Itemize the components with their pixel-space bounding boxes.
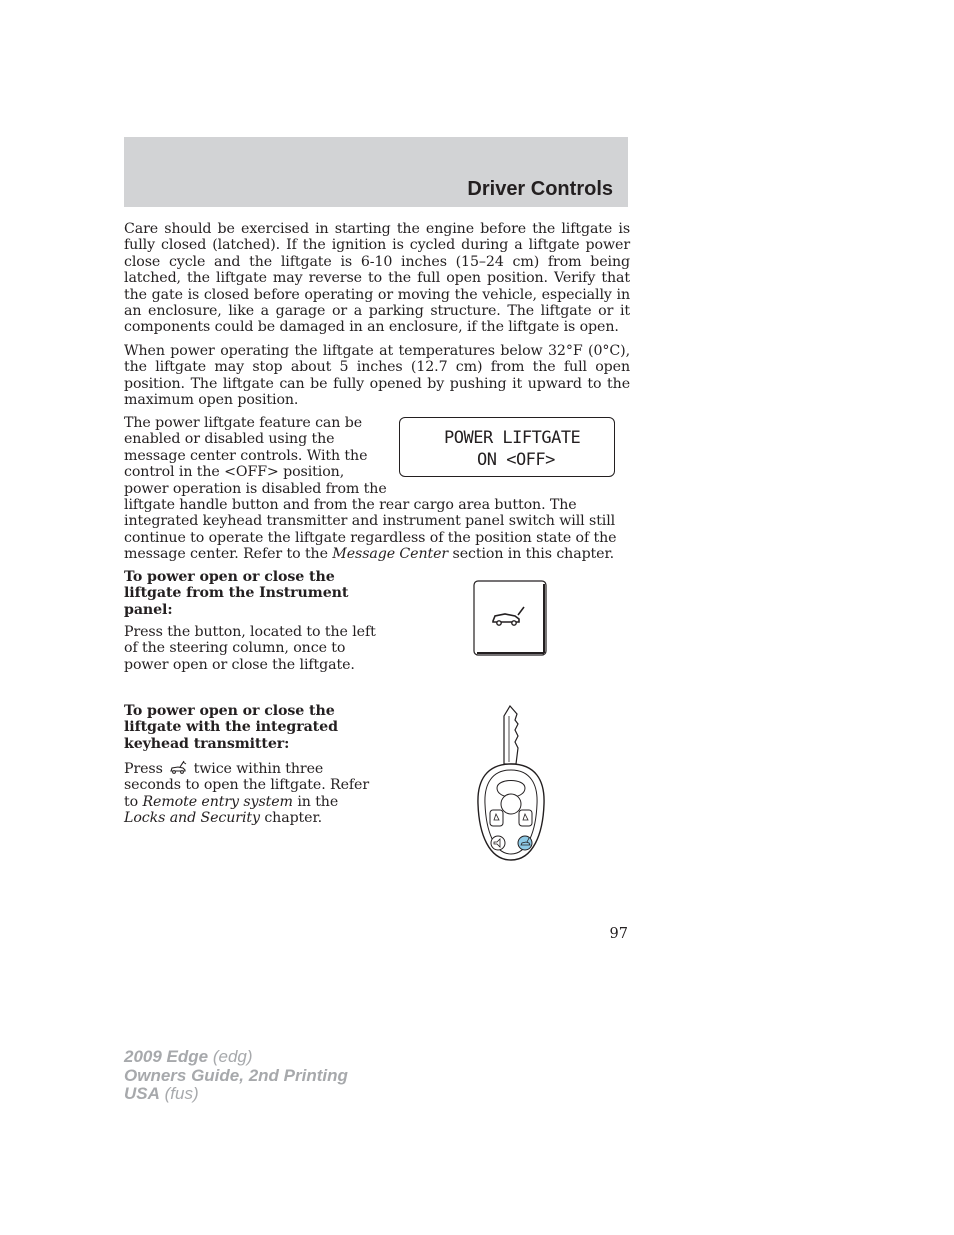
paragraph-liftgate-caution: Care should be exercised in starting the engine before the liftgate is fully closed (latched). If the ignition is cycled during a liftgate power close cycle and the liftgate is 6-10 inches (15–24 cm) from being latched, the liftgate may reverse to the full open position. Verify that the gate is closed before operating or moving the vehicle, especially in an enclosure, like a garage or a parking structure. The liftgate or it components could be damaged in an enclosure, if the liftgate is open. — [124, 221, 630, 336]
text-line: integrated keyhead transmitter and instrument panel switch will still — [124, 513, 616, 530]
text-line: power operation is disabled from the — [124, 480, 387, 497]
page-number: 97 — [609, 926, 628, 942]
text-span: to — [124, 793, 143, 810]
text-line: To power open or close the — [124, 703, 335, 719]
text-span: in the — [292, 793, 339, 810]
text-line: control in the <OFF> position, — [124, 464, 345, 481]
heading-keyhead-transmitter — [124, 703, 384, 752]
text-line: keyhead transmitter: — [124, 735, 290, 752]
remote-entry-reference: Remote entry system — [142, 793, 293, 810]
text-line: liftgate from the Instrument — [124, 585, 349, 602]
footer-model: 2009 Edge — [124, 1047, 209, 1066]
text-line: continue to operate the liftgate regardless of the position state of the — [124, 529, 617, 546]
text-span: Press — [124, 761, 163, 777]
paragraph-instrument-panel — [124, 624, 384, 673]
message-center-reference: Message Center — [332, 546, 449, 563]
text-line: enabled or disabled using the — [124, 431, 335, 448]
text-line: power open or close the liftgate. — [124, 656, 355, 673]
keyhead-transmitter-icon — [475, 704, 547, 864]
locks-security-reference: Locks and Security — [124, 810, 260, 827]
text-span: chapter. — [259, 810, 322, 827]
liftgate-switch-icon — [473, 580, 548, 657]
display-line-1: POWER LIFTGATE — [444, 428, 581, 448]
text-span: section in this chapter. — [448, 546, 614, 563]
display-line-2: ON <OFF> — [477, 450, 555, 470]
text-line: seconds to open the liftgate. Refer — [124, 777, 370, 794]
text-line: message center controls. With the — [124, 447, 368, 464]
text-line: of the steering column, once to — [124, 640, 346, 657]
text-span: message center. Refer to the — [124, 546, 333, 563]
footer-line — [124, 1048, 348, 1067]
text-line: liftgate with the integrated — [124, 719, 338, 736]
footer-guide: Owners Guide, 2nd Printing — [124, 1065, 348, 1085]
text-line — [124, 794, 384, 810]
document-footer — [124, 1048, 348, 1104]
text-line: The power liftgate feature can be — [124, 415, 362, 431]
paragraph-cold-temperature: When power operating the liftgate at temperatures below 32°F (0°C), the liftgate may stop about 5 inches (12.7 cm) from the full open position. The liftgate can be fully opened by pushing it upward to the maximum open position. — [124, 343, 630, 409]
footer-model-code: (edg) — [208, 1047, 253, 1066]
chapter-title: Driver Controls — [467, 178, 613, 200]
paragraph-keyhead-transmitter — [124, 759, 384, 827]
chapter-header-band — [124, 137, 628, 207]
message-center-display — [399, 417, 615, 477]
text-line — [124, 810, 384, 826]
text-line — [124, 546, 630, 562]
liftgate-button-icon — [167, 759, 189, 775]
text-line: panel: — [124, 601, 173, 618]
footer-line — [124, 1085, 348, 1104]
footer-market: USA — [124, 1084, 160, 1103]
heading-instrument-panel — [124, 569, 384, 618]
text-line: liftgate handle button and from the rear cargo area button. The — [124, 497, 577, 514]
text-line — [124, 759, 384, 777]
footer-market-code: (fus) — [159, 1084, 199, 1103]
footer-line — [124, 1067, 348, 1086]
text-span: twice within three — [189, 761, 324, 777]
text-line: Press the button, located to the left — [124, 624, 376, 640]
text-line: To power open or close the — [124, 569, 335, 585]
